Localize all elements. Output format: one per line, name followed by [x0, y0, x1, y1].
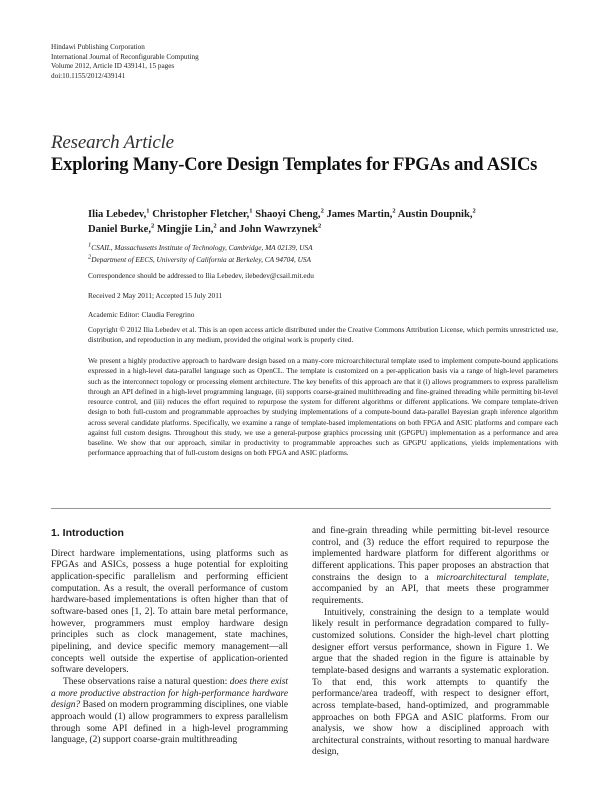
paragraph: Intuitively, constraining the design to a template would likely result in performance degradation compared to fully-customized solutions. Consider the high-level chart plotting designer effort versus performance, shown in Figure 1. We argue that the shaded region in the figure is attainable by template-based designs and warrants a systematic exploration. To that end, this work attempts to quantify the performance/area tradeoff, with respect to designer effort, across template-based, hand-optimized, and programmable approaches on both FPGA and ASIC platforms. From our analysis, we show how a disciplined approach with architectural constraints, without resorting to manual hardware design, [312, 607, 549, 758]
received-dates: Received 2 May 2011; Accepted 15 July 2011 [88, 291, 223, 300]
academic-editor: Academic Editor: Claudia Feregrino [88, 310, 195, 319]
doi-line: doi:10.1155/2012/439141 [51, 71, 126, 80]
paragraph: Direct hardware implementations, using platforms such as FPGAs and ASICs, possess a huge potential for exploiting application-specific parallelism and performing efficient computation. As a result, the overall performance of custom hardware-based implementations is often higher than that of software-based ones [1, 2]. To attain bare metal performance, however, programmers must employ hardware design principles such as clock management, state machines, pipelining, and device specific memory management—all concepts well outside the expertise of application-oriented software developers. [51, 548, 288, 676]
author: Mingjie Lin,$^2$ [156, 222, 217, 235]
section-divider [51, 508, 551, 509]
correspondence: Correspondence should be addressed to Ilia Lebedev, ilebedev@csail.mit.edu [88, 271, 314, 280]
abstract: We present a highly productive approach to hardware design based on a many-core microarchitectural template used to implement compute-bound applications expressed in a high-level data-parallel language such as OpenCL. The template is customized on a per-application basis via a range of high-level parameters such as the interconnect topology or processing element architecture. The key benefits of this approach are that it (i) allows programmers to express parallelism through an API defined in a high-level programming language, (ii) supports coarse-grained multithreading and fine-grained threading while permitting bit-level resource control, and (iii) reduces the effort required to repurpose the system for different algorithms or different applications. We compare template-driven design to both full-custom and programmable approaches by studying implementations of a compute-bound data-parallel Bayesian graph inference algorithm across several candidate platforms. Specifically, we examine a range of template-based implementations on both FPGA and ASIC platforms and compare each against full custom designs. Throughout this study, we use a general-purpose graphics processing unit (GPGPU) implementation as a performance and area baseline. We show that our approach, similar in productivity to programmable approaches such as GPGPU applications, yields implementations with performance approaching that of full-custom designs on both FPGA and ASIC platforms. [88, 356, 558, 458]
author: and John Wawrzynek$^2$ [219, 222, 322, 235]
paragraph: and fine-grain threading while permitting bit-level resource control, and (3) reduce the effort required to repurpose the implemented hardware platform for different algorithms or different applications. This paper proposes an abstraction that constrains the design to a microarchitectural template, accompanied by an API, that meets these programmer requirements. [312, 526, 549, 606]
article-category: Research Article [51, 132, 174, 153]
author: Ilia Lebedev,$^1$ [88, 207, 150, 220]
author-list [88, 207, 558, 237]
copyright-notice: Copyright © 2012 Ilia Lebedev et al. This is an open access article distributed under the Creative Commons Attribution License, which permits unrestricted use, distribution, and reproduction in any medium, provided the original work is properly cited. [88, 325, 558, 345]
journal-header [51, 43, 199, 81]
affiliations [88, 242, 313, 265]
affiliation: $^1$CSAIL, Massachusetts Institute of Technology, Cambridge, MA 02139, USA [88, 241, 313, 252]
section-heading: 1. Introduction [51, 527, 124, 539]
author: Daniel Burke,$^2$ [88, 222, 155, 235]
journal-line: International Journal of Reconfigurable Computing [51, 52, 199, 61]
paper-title: Exploring Many-Core Design Templates for FPGAs and ASICs [51, 155, 538, 175]
publisher-line: Hindawi Publishing Corporation [51, 43, 145, 51]
affiliation: $^2$Department of EECS, University of California at Berkeley, CA 94704, USA [88, 253, 312, 264]
author: Christopher Fletcher,$^1$ [152, 207, 253, 220]
right-column [312, 526, 549, 759]
author: Shaoyi Cheng,$^2$ [255, 207, 324, 220]
author: Austin Doupnik,$^2$ [397, 207, 476, 220]
left-column [51, 528, 288, 747]
volume-line: Volume 2012, Article ID 439141, 15 pages [51, 62, 175, 70]
paragraph: These observations raise a natural question: does there exist a more productive abstraction for high-performance hardware design? Based on modern programming disciplines, one viable approach would (1) allow programmers to express parallelism through some API defined in a high-level programming language, (2) support coarse-grain multithreading [51, 676, 288, 746]
author: James Martin,$^2$ [326, 207, 396, 220]
